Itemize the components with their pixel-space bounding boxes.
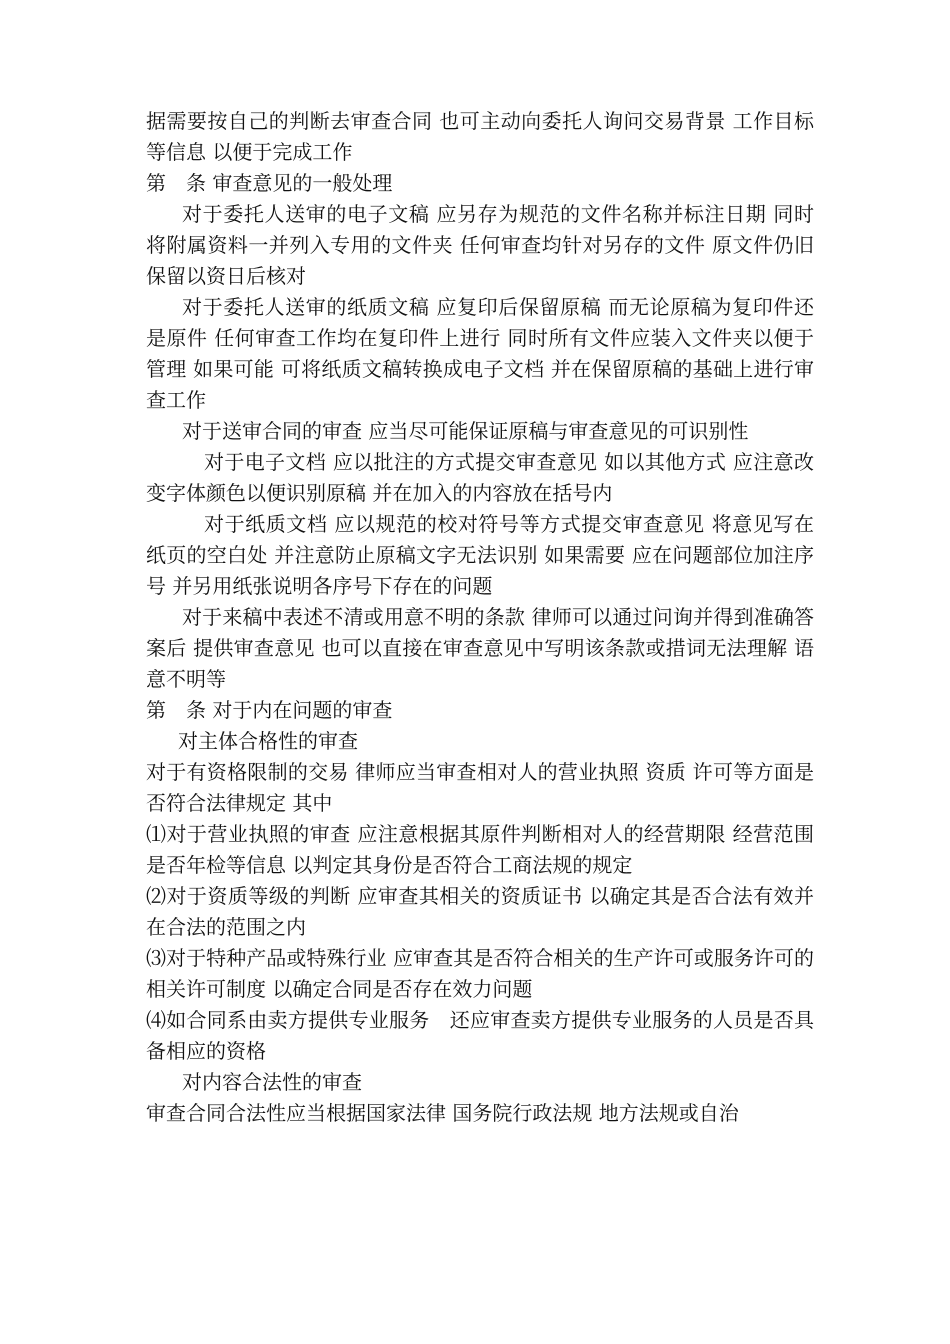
paragraph: 审查合同合法性应当根据国家法律 国务院行政法规 地方法规或自治: [146, 1101, 739, 1125]
document-body: [146, 106, 814, 1129]
list-item: ⑵对于资质等级的判断 应审查其相关的资质证书 以确定其是否合法有效并在合法的范围之内: [146, 884, 814, 939]
list-item: ⑶对于特种产品或特殊行业 应审查其是否符合相关的生产许可或服务许可的相关许可制度 以确定合同是否存在效力问题: [146, 946, 814, 1001]
sub-heading: 对主体合格性的审查: [178, 729, 358, 753]
paragraph: 对于电子文档 应以批注的方式提交审查意见 如以其他方式 应注意改变字体颜色以便识别原稿 并在加入的内容放在括号内: [146, 450, 814, 505]
section-heading: 第 条 对于内在问题的审查: [146, 698, 393, 722]
paragraph: 对于委托人送审的纸质文稿 应复印后保留原稿 而无论原稿为复印件还是原件 任何审查工作均在复印件上进行 同时所有文件应装入文件夹以便于管理 如果可能 可将纸质文稿转换成电子文档 并在保留原稿的基础上进行审查工作: [146, 295, 814, 412]
paragraph: 对于有资格限制的交易 律师应当审查相对人的营业执照 资质 许可等方面是否符合法律规定 其中: [146, 760, 814, 815]
paragraph: 对于纸质文档 应以规范的校对符号等方式提交审查意见 将意见写在纸页的空白处 并注意防止原稿文字无法识别 如果需要 应在问题部位加注序号 并另用纸张说明各序号下存在的问题: [146, 512, 814, 598]
section-heading: 第 条 审查意见的一般处理: [146, 171, 393, 195]
sub-heading: 对内容合法性的审查: [182, 1070, 362, 1094]
list-item: ⑷如合同系由卖方提供专业服务 还应审查卖方提供专业服务的人员是否具备相应的资格: [146, 1008, 814, 1063]
list-item: ⑴对于营业执照的审查 应注意根据其原件判断相对人的经营期限 经营范围 是否年检等信息 以判定其身份是否符合工商法规的规定: [146, 822, 814, 877]
paragraph: 对于委托人送审的电子文稿 应另存为规范的文件名称并标注日期 同时将附属资料一并列入专用的文件夹 任何审查均针对另存的文件 原文件仍旧保留以资日后核对: [146, 202, 814, 288]
paragraph: 据需要按自己的判断去审查合同 也可主动向委托人询问交易背景 工作目标等信息 以便于完成工作: [146, 109, 814, 164]
paragraph: 对于来稿中表述不清或用意不明的条款 律师可以通过问询并得到准确答案后 提供审查意见 也可以直接在审查意见中写明该条款或措词无法理解 语意不明等: [146, 605, 814, 691]
paragraph: 对于送审合同的审查 应当尽可能保证原稿与审查意见的可识别性: [182, 419, 749, 443]
